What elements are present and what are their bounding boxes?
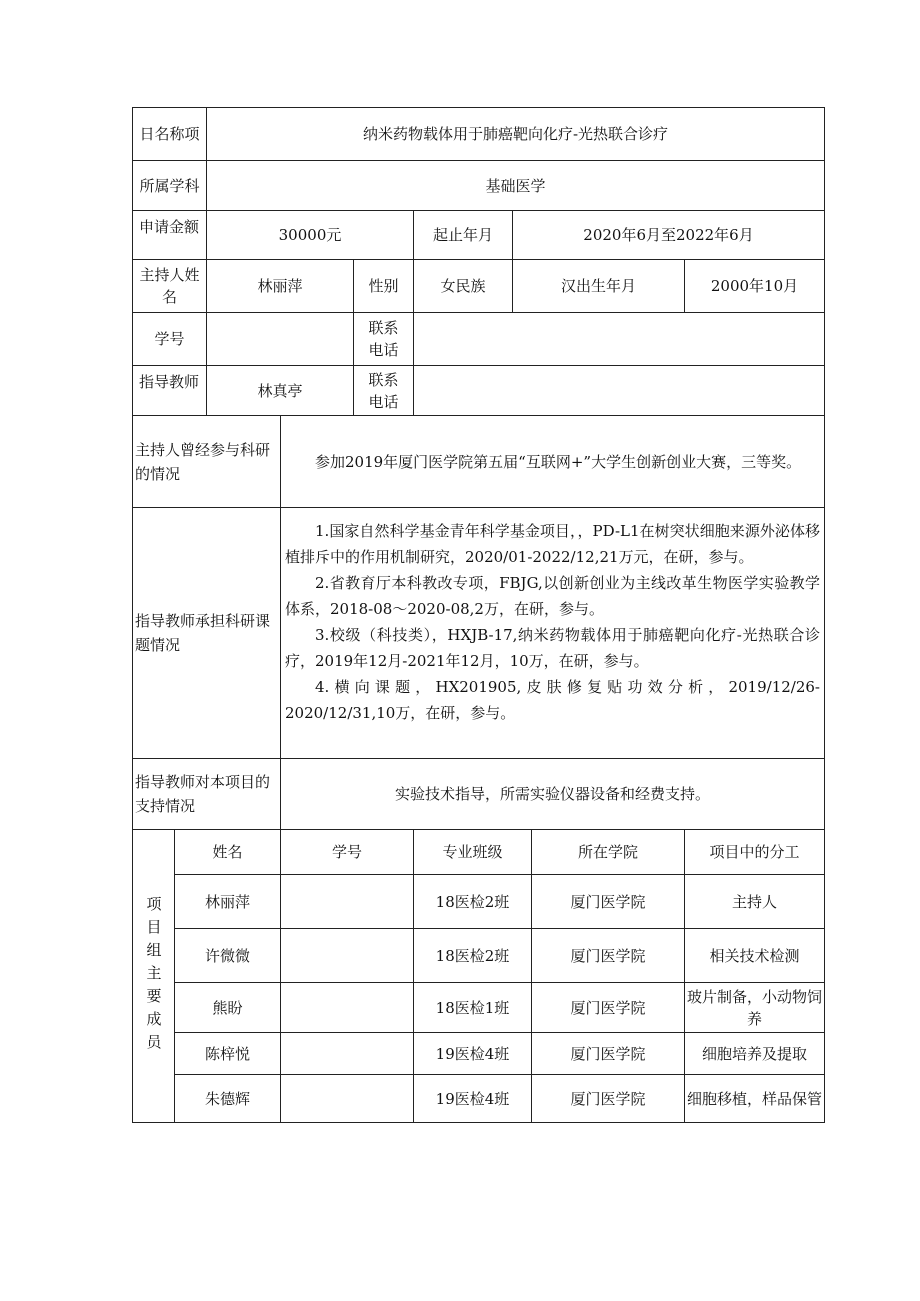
- host-phone-label: 联系电话: [353, 312, 414, 366]
- member-id: [280, 1032, 414, 1075]
- members-header-college: 所在学院: [531, 829, 685, 875]
- member-id: [280, 928, 414, 983]
- gender-value: 女民族: [413, 259, 513, 313]
- member-college: 厦门医学院: [531, 928, 685, 983]
- host-name-label: 主持人姓名: [132, 259, 207, 313]
- member-name: 陈梓悦: [174, 1032, 281, 1075]
- subject-label: 所属学科: [132, 160, 207, 211]
- project-name-value: 纳米药物载体用于肺癌靶向化疗-光热联合诊疗: [206, 107, 825, 161]
- advisor-project-item: 1.国家自然科学基金青年科学基金项目，，PD-L1在树突状细胞来源外泌体移植排斥中的作用机制研究，2020/01-2022/12,21万元，在研，参与。: [285, 522, 820, 566]
- subject-value: 基础医学: [206, 160, 825, 211]
- member-college: 厦门医学院: [531, 1074, 685, 1123]
- student-id-value: [206, 312, 354, 366]
- birth-value: 2000年10月: [684, 259, 825, 313]
- host-phone-value: [413, 312, 825, 366]
- member-role: 细胞培养及提取: [684, 1032, 825, 1075]
- period-label: 起止年月: [413, 210, 513, 260]
- member-name: 熊盼: [174, 982, 281, 1033]
- member-class: 18医检1班: [413, 982, 532, 1033]
- member-id: [280, 982, 414, 1033]
- member-name: 许微微: [174, 928, 281, 983]
- gender-label: 性别: [353, 259, 414, 313]
- member-class: 18医检2班: [413, 928, 532, 983]
- member-college: 厦门医学院: [531, 874, 685, 929]
- member-name: 朱德辉: [174, 1074, 281, 1123]
- members-header-id: 学号: [280, 829, 414, 875]
- period-value: 2020年6月至2022年6月: [512, 210, 825, 260]
- advisor-phone-value: [413, 365, 825, 416]
- member-class: 19医检4班: [413, 1074, 532, 1123]
- advisor-project-item: 4.横向课题，HX201905,皮肤修复贴功效分析，2019/12/26-2020/12/31,10万，在研，参与。: [285, 678, 820, 722]
- members-header-role: 项目中的分工: [684, 829, 825, 875]
- advisor-project-item: 3.校级（科技类），HXJB-17,纳米药物载体用于肺癌靶向化疗-光热联合诊疗，2019年12月-2021年12月，10万，在研，参与。: [285, 626, 820, 670]
- member-id: [280, 874, 414, 929]
- members-group-label: [132, 829, 175, 1123]
- advisor-support-label: 指导教师对本项目的支持情况: [132, 758, 281, 830]
- member-class: 19医检4班: [413, 1032, 532, 1075]
- student-id-label: 学号: [132, 312, 207, 366]
- member-college: 厦门医学院: [531, 1032, 685, 1075]
- member-role: 相关技术检测: [684, 928, 825, 983]
- advisor-projects-label: 指导教师承担科研课题情况: [132, 507, 281, 759]
- members-header-class: 专业班级: [413, 829, 532, 875]
- ethnic-birth-label: 汉出生年月: [512, 259, 685, 313]
- member-role: 玻片制备，小动物饲养: [684, 982, 825, 1033]
- advisor-project-item: 2.省教育厅本科教改专项，FBJG,以创新创业为主线改革生物医学实验教学体系，2018-08～2020-08,2万，在研，参与。: [285, 574, 820, 618]
- member-role: 主持人: [684, 874, 825, 929]
- members-group-label-text: 项目组主要成员: [144, 895, 163, 1057]
- advisor-label: 指导教师: [132, 365, 207, 416]
- host-experience-label: 主持人曾经参与科研的情况: [132, 415, 281, 508]
- advisor-phone-label: 联系电话: [353, 365, 414, 416]
- host-name-value: 林丽萍: [206, 259, 354, 313]
- member-name: 林丽萍: [174, 874, 281, 929]
- member-role: 细胞移植，样品保管: [684, 1074, 825, 1123]
- advisor-support-text: 实验技术指导，所需实验仪器设备和经费支持。: [280, 758, 825, 830]
- advisor-name: 林真亭: [206, 365, 354, 416]
- advisor-projects-cell: [280, 507, 825, 759]
- host-experience-cell: [280, 415, 825, 508]
- amount-value: 30000元: [206, 210, 414, 260]
- members-header-name: 姓名: [174, 829, 281, 875]
- host-experience-text: 参加2019年厦门医学院第五届“互联网+”大学生创新创业大赛，三等奖。: [315, 452, 802, 471]
- member-college: 厦门医学院: [531, 982, 685, 1033]
- amount-label: 申请金额: [132, 210, 207, 260]
- project-name-label: 日名称项: [132, 107, 207, 161]
- member-id: [280, 1074, 414, 1123]
- member-class: 18医检2班: [413, 874, 532, 929]
